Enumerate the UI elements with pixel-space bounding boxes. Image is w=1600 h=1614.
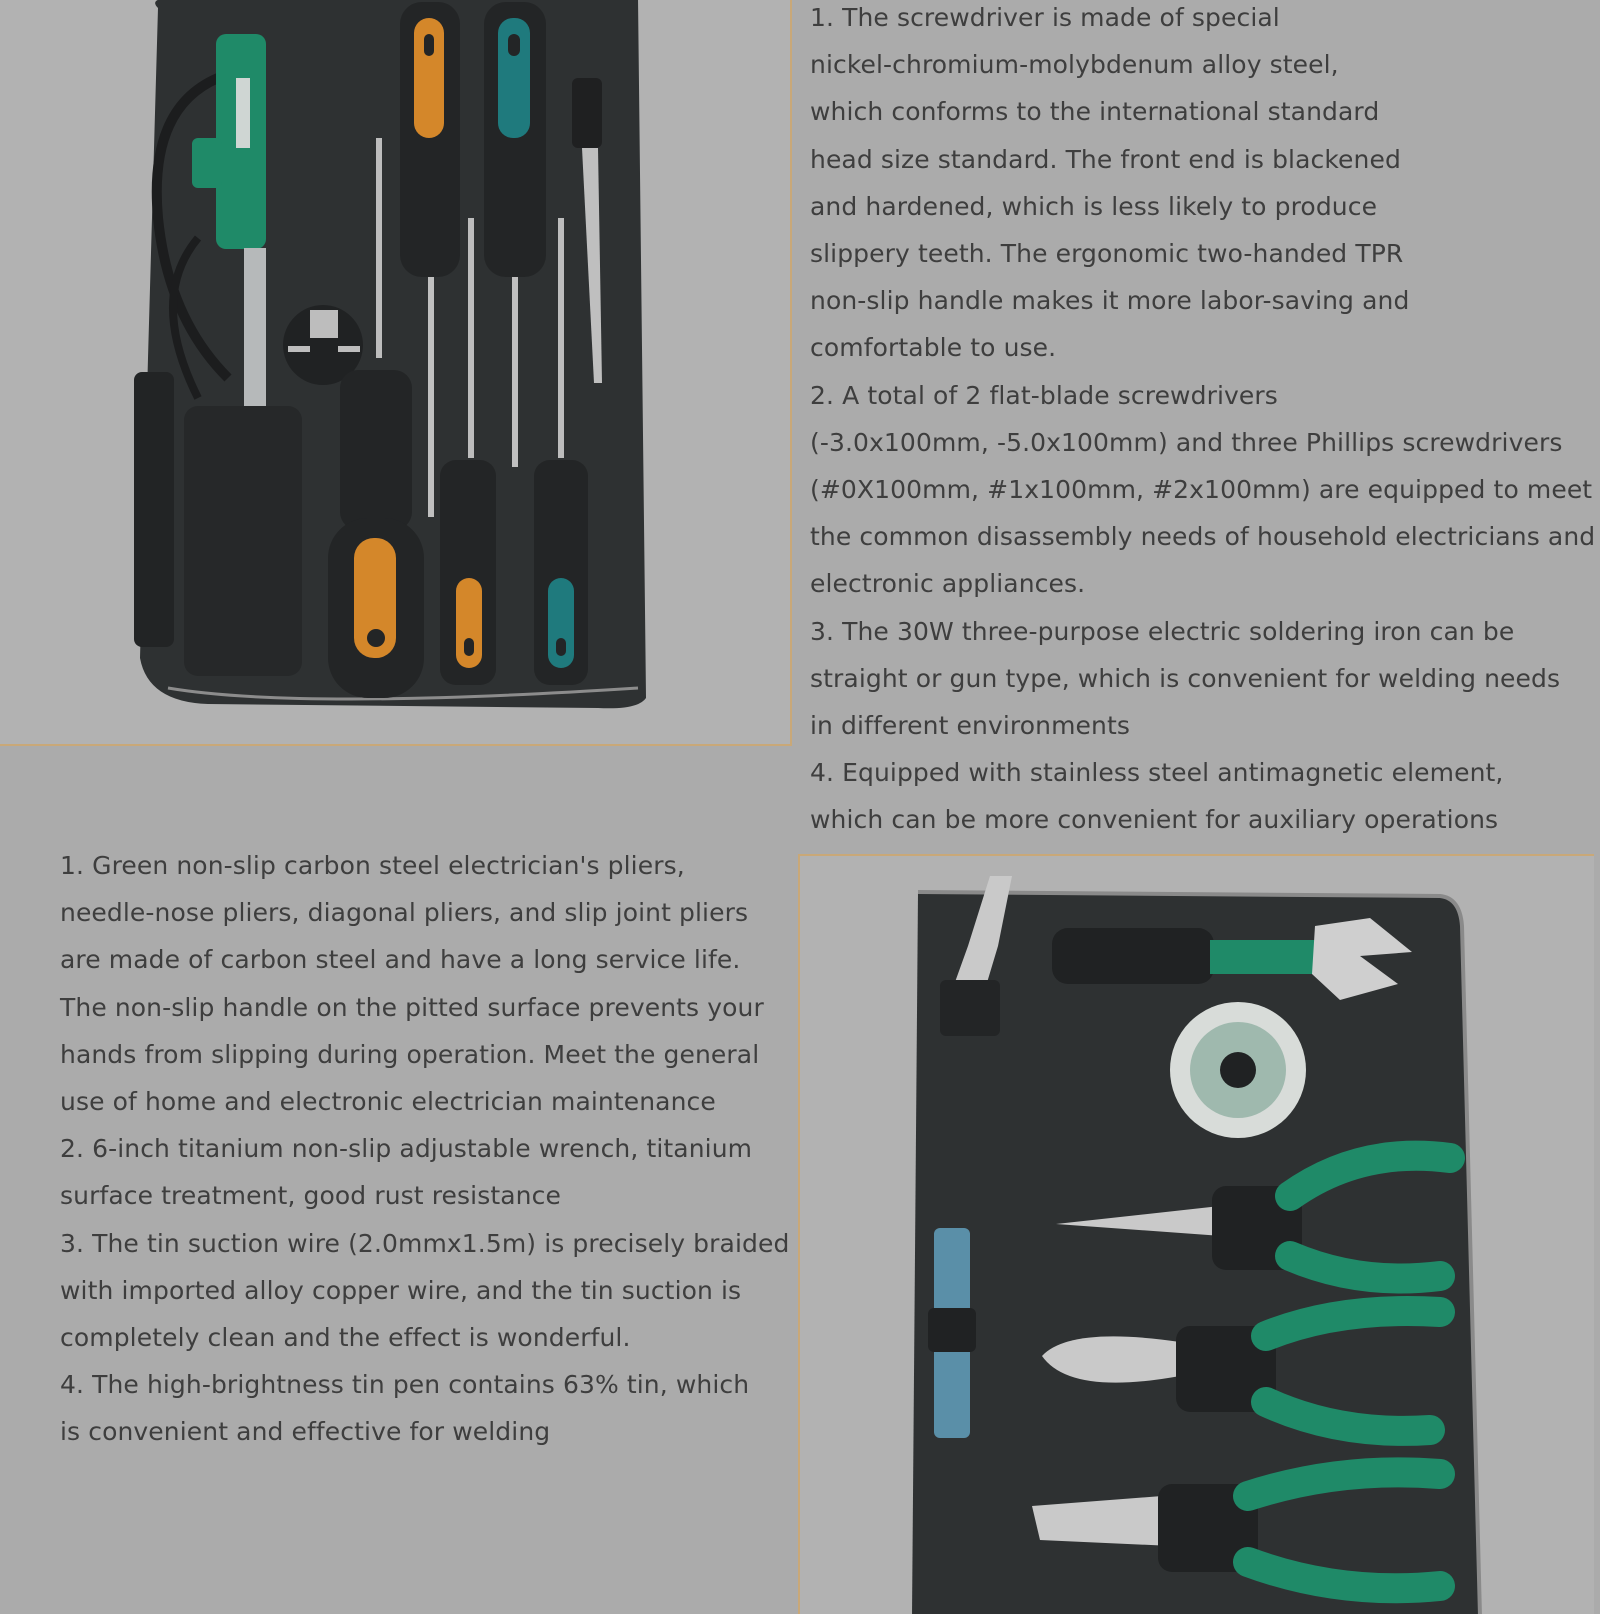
description-line: 4. The high-brightness tin pen contains 63% tin, which (60, 1370, 750, 1400)
description-line: completely clean and the effect is wonderful. (60, 1323, 631, 1353)
description-line: 3. The tin suction wire (2.0mmx1.5m) is precisely braided (60, 1228, 790, 1258)
screwdriver-kit-description (810, 0, 1595, 844)
description-line: 4. Equipped with stainless steel antimagnetic element, (810, 758, 1504, 788)
large-screwdriver (328, 370, 424, 698)
description-line: hands from slipping during operation. Meet the general (60, 1039, 760, 1069)
description-line: surface treatment, good rust resistance (60, 1181, 561, 1211)
small-orange-screwdriver (440, 460, 496, 685)
description-line: the common disassembly needs of household electricians and (810, 522, 1596, 552)
description-line: which conforms to the international standard (810, 97, 1380, 127)
description-line: with imported alloy copper wire, and the tin suction is (60, 1275, 742, 1305)
description-line: needle-nose pliers, diagonal pliers, and slip joint pliers (60, 898, 749, 928)
description-line: 1. Green non-slip carbon steel electrician's pliers, (60, 851, 685, 880)
description-line: head size standard. The front end is blackened (810, 144, 1401, 174)
tool-tube (134, 372, 174, 647)
description-line: 2. A total of 2 flat-blade screwdrivers (810, 380, 1278, 410)
solder-wick-spool (1170, 1002, 1306, 1138)
description-line: comfortable to use. (810, 333, 1057, 363)
description-line: and hardened, which is less likely to produce (810, 191, 1378, 221)
description-line: slippery teeth. The ergonomic two-handed TPR (810, 239, 1404, 269)
pliers-kit-photo (798, 854, 1594, 1614)
description-line: 1. The screwdriver is made of special (810, 3, 1280, 32)
description-line: straight or gun type, which is convenient for welding needs (810, 663, 1561, 693)
small-teal-screwdriver (534, 460, 588, 685)
tin-pen (928, 1228, 976, 1438)
description-line: use of home and electronic electrician maintenance (60, 1087, 716, 1117)
description-line: are made of carbon steel and have a long service life. (60, 945, 741, 975)
description-line: non-slip handle makes it more labor-saving and (810, 286, 1410, 316)
description-line: nickel-chromium-molybdenum alloy steel, (810, 50, 1339, 80)
screwdriver-kit-photo (0, 0, 792, 746)
description-line: electronic appliances. (810, 569, 1086, 599)
description-line: (#0X100mm, #1x100mm, #2x100mm) are equipped to meet (810, 475, 1593, 505)
pliers-kit-description (60, 842, 789, 1456)
description-line: 2. 6-inch titanium non-slip adjustable wrench, titanium (60, 1134, 753, 1164)
stand-sleeve (184, 406, 302, 676)
description-line: (-3.0x100mm, -5.0x100mm) and three Phillips screwdrivers (810, 427, 1563, 457)
description-line: which can be more convenient for auxiliary operations (810, 805, 1499, 835)
description-line: in different environments (810, 711, 1130, 741)
description-line: is convenient and effective for welding (60, 1417, 551, 1447)
description-line: 3. The 30W three-purpose electric soldering iron can be (810, 616, 1515, 646)
description-line: The non-slip handle on the pitted surface prevents your (60, 992, 764, 1022)
